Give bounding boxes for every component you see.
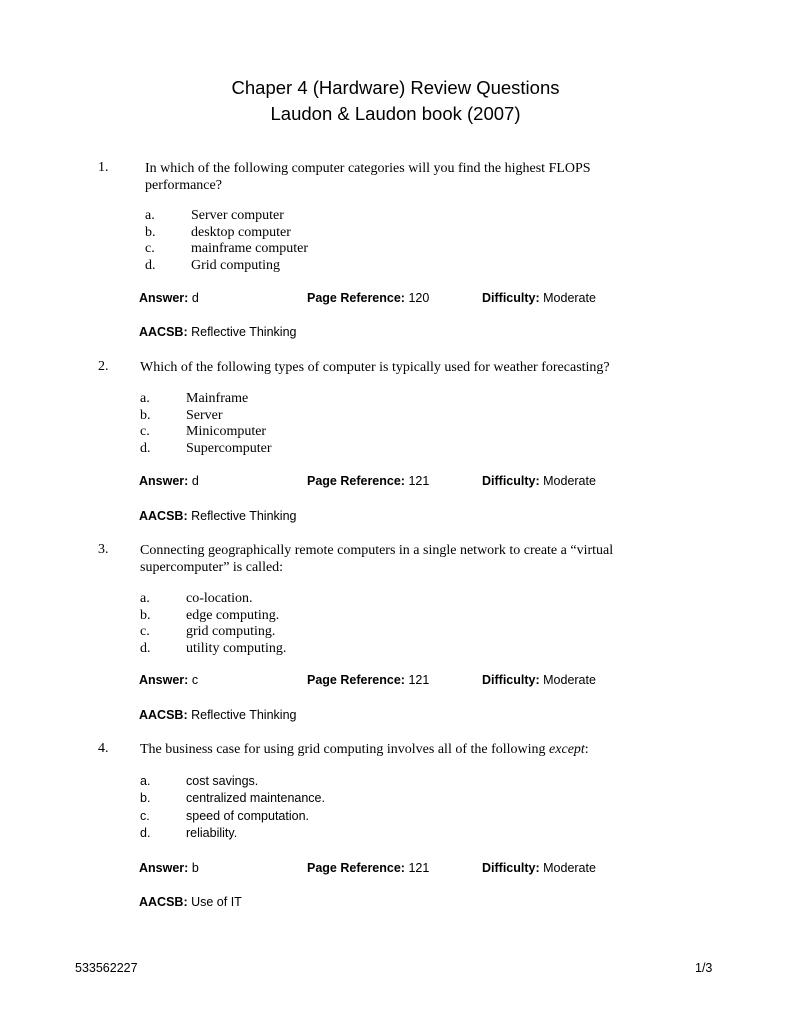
option-b xyxy=(140,608,440,625)
answer-value: c xyxy=(191,673,199,687)
option-text: speed of computation. xyxy=(186,808,309,823)
question-text: Connecting geographically remote computers in a single network to create a “virtual supercomputer” is called: xyxy=(140,543,614,575)
difficulty-line xyxy=(482,673,596,687)
document-subtitle: Laudon & Laudon book (2007) xyxy=(270,103,521,124)
answer-line xyxy=(139,474,199,488)
aacsb-line xyxy=(139,895,242,909)
question-text: Which of the following types of computer is typically used for weather forecasting? xyxy=(140,360,610,375)
page-reference-label: Page Reference: xyxy=(307,291,405,305)
difficulty-value: Moderate xyxy=(543,291,596,305)
aacsb-label: AACSB: xyxy=(139,509,188,523)
options-list xyxy=(140,774,440,843)
aacsb-label: AACSB: xyxy=(139,325,188,339)
option-text: reliability. xyxy=(186,825,238,840)
aacsb-line xyxy=(139,708,296,722)
option-c xyxy=(145,241,445,258)
option-a xyxy=(140,391,440,408)
page-reference-label: Page Reference: xyxy=(307,861,405,875)
option-text: Mainframe xyxy=(186,391,249,406)
page-reference-line xyxy=(307,291,429,305)
question-number: 2. xyxy=(98,359,109,374)
answer-label: Answer: xyxy=(139,861,189,875)
option-b xyxy=(145,225,445,242)
question-number: 3. xyxy=(98,542,109,557)
difficulty-label: Difficulty: xyxy=(482,861,540,875)
aacsb-value: Reflective Thinking xyxy=(191,509,297,523)
option-letter: b. xyxy=(145,224,156,240)
option-text: mainframe computer xyxy=(191,241,309,256)
option-text: desktop computer xyxy=(191,224,291,240)
option-a xyxy=(140,591,440,608)
answer-line xyxy=(139,673,198,687)
aacsb-value: Reflective Thinking xyxy=(191,708,297,722)
question-text-main: The business case for using grid computing involves all of the following xyxy=(140,742,550,757)
difficulty-line xyxy=(482,291,596,305)
option-d xyxy=(140,441,440,458)
answer-label: Answer: xyxy=(139,673,189,687)
option-letter: a. xyxy=(140,391,150,406)
option-letter: b. xyxy=(140,407,151,423)
page-reference-value: 121 xyxy=(408,673,430,687)
option-d xyxy=(140,826,440,843)
page-reference-line xyxy=(307,861,429,875)
page-reference-value: 121 xyxy=(408,861,430,875)
aacsb-value: Use of IT xyxy=(191,895,242,909)
aacsb-line xyxy=(139,325,296,339)
question-text: In which of the following computer categories will you find the highest FLOPS performance? xyxy=(145,161,591,193)
question-text-emphasis: except xyxy=(549,742,585,757)
option-text: Supercomputer xyxy=(186,440,272,456)
answer-label: Answer: xyxy=(139,291,189,305)
answer-value: d xyxy=(191,291,199,305)
option-text: cost savings. xyxy=(186,774,259,788)
option-letter: b. xyxy=(140,607,151,623)
question-text-end: : xyxy=(584,742,589,757)
options-list xyxy=(140,591,440,657)
option-a xyxy=(140,774,440,791)
answer-line xyxy=(139,861,199,875)
question-number: 4. xyxy=(98,741,109,756)
options-list xyxy=(140,391,440,457)
options-list xyxy=(145,208,445,274)
difficulty-line xyxy=(482,474,596,488)
option-b xyxy=(140,791,440,808)
question-text xyxy=(140,741,630,758)
option-letter: d. xyxy=(145,257,156,273)
option-letter: d. xyxy=(140,825,151,840)
answer-line xyxy=(139,291,199,305)
option-letter: a. xyxy=(145,208,155,223)
difficulty-label: Difficulty: xyxy=(482,291,540,305)
option-letter: a. xyxy=(140,774,151,788)
option-text: co-location. xyxy=(186,591,253,606)
document-title: Chaper 4 (Hardware) Review Questions xyxy=(231,77,560,98)
page-reference-label: Page Reference: xyxy=(307,474,405,488)
footer-page-number: 1/3 xyxy=(695,961,713,975)
option-text: Grid computing xyxy=(191,257,281,273)
option-text: edge computing. xyxy=(186,607,280,623)
option-text: centralized maintenance. xyxy=(186,791,325,806)
option-d xyxy=(145,258,445,275)
option-text: Minicomputer xyxy=(186,424,267,439)
option-text: grid computing. xyxy=(186,624,276,639)
page-reference-value: 120 xyxy=(408,291,430,305)
option-d xyxy=(140,641,440,658)
option-letter: d. xyxy=(140,640,151,656)
option-a xyxy=(145,208,445,225)
page-reference-line xyxy=(307,474,429,488)
option-letter: d. xyxy=(140,440,151,456)
difficulty-value: Moderate xyxy=(543,673,596,687)
answer-value: b xyxy=(191,861,199,875)
option-text: Server computer xyxy=(191,208,284,223)
answer-label: Answer: xyxy=(139,474,189,488)
option-text: utility computing. xyxy=(186,640,287,656)
page-reference-value: 121 xyxy=(408,474,430,488)
footer-doc-id: 533562227 xyxy=(75,961,138,975)
difficulty-value: Moderate xyxy=(543,474,596,488)
option-letter: c. xyxy=(140,624,150,639)
answer-value: d xyxy=(191,474,199,488)
option-b xyxy=(140,408,440,425)
aacsb-label: AACSB: xyxy=(139,708,188,722)
option-letter: c. xyxy=(145,241,155,256)
difficulty-label: Difficulty: xyxy=(482,474,540,488)
option-c xyxy=(140,809,440,826)
page-reference-line xyxy=(307,673,429,687)
option-text: Server xyxy=(186,407,223,423)
question-number: 1. xyxy=(98,160,109,175)
aacsb-line xyxy=(139,509,296,523)
option-letter: c. xyxy=(140,808,150,823)
page-reference-label: Page Reference: xyxy=(307,673,405,687)
option-letter: c. xyxy=(140,424,150,439)
option-letter: a. xyxy=(140,591,150,606)
option-letter: b. xyxy=(140,791,151,806)
difficulty-label: Difficulty: xyxy=(482,673,540,687)
option-c xyxy=(140,624,440,641)
difficulty-line xyxy=(482,861,596,875)
aacsb-label: AACSB: xyxy=(139,895,188,909)
aacsb-value: Reflective Thinking xyxy=(191,325,297,339)
option-c xyxy=(140,424,440,441)
difficulty-value: Moderate xyxy=(543,861,596,875)
